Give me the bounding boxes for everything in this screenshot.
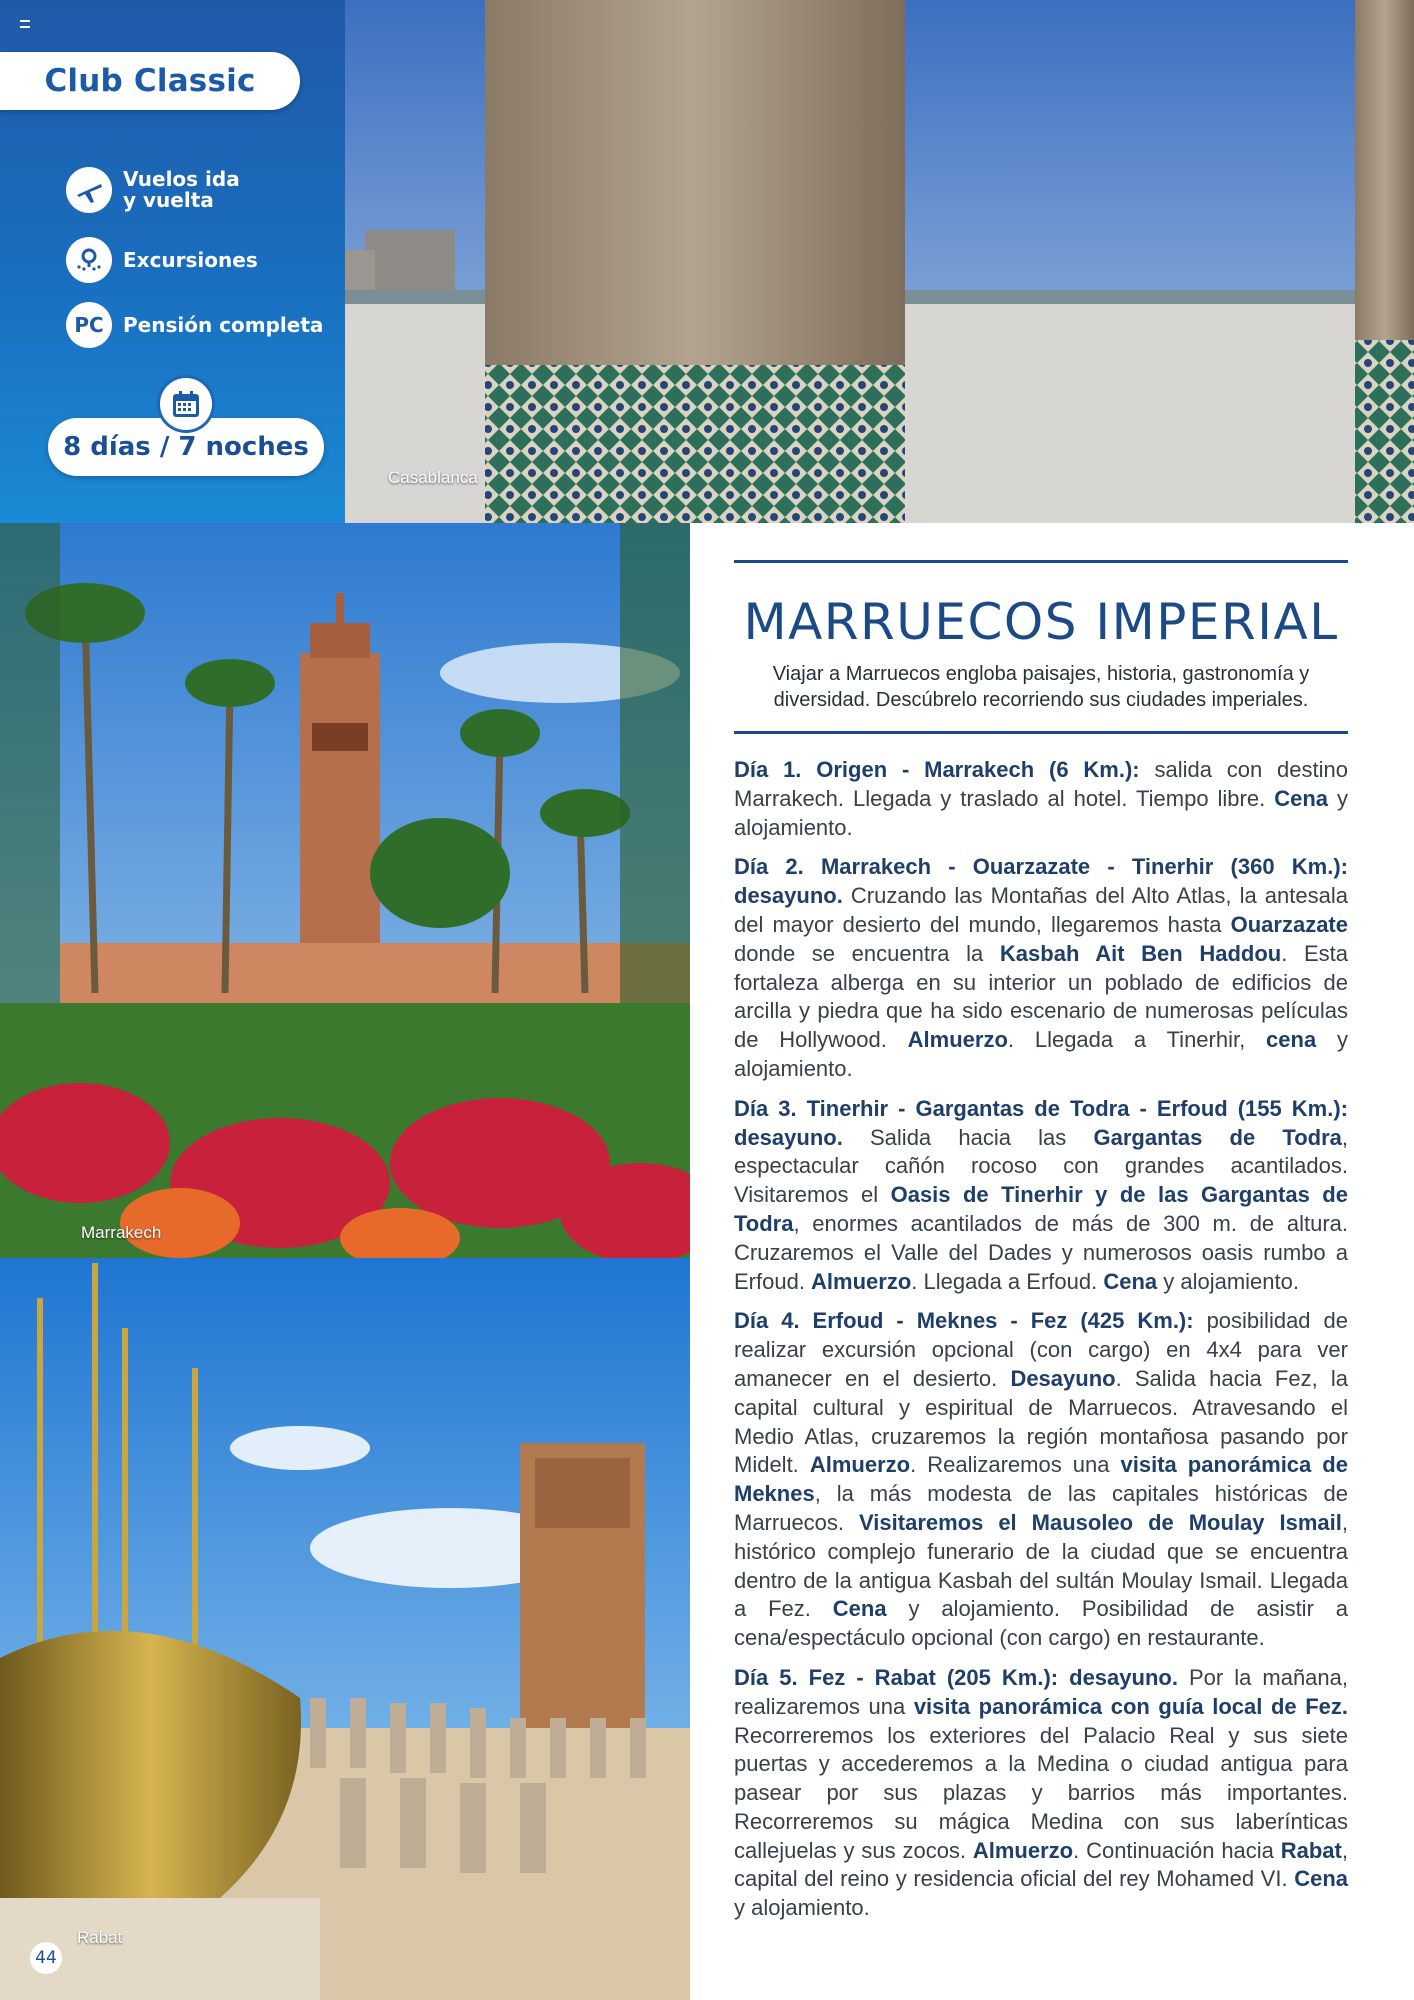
day-highlight: Almuerzo	[907, 1027, 1008, 1053]
day-4	[734, 1307, 1348, 1653]
day-highlight: visita panorámica de Meknes	[734, 1452, 1348, 1507]
day-text: . Esta fortaleza alberga en su interior un poblado de edificios de arcilla y piedra que ha sido escenario de numerosas películas de Hollywood.	[734, 940, 1348, 1053]
day-highlight: Cena	[832, 1596, 887, 1622]
day-heading: Día 1. Origen - Marrakech (6 Km.):	[734, 757, 1140, 782]
day-highlight: Gargantas de Todra	[1093, 1124, 1342, 1150]
day-highlight: visita panorámica con guía local de Fez.	[913, 1693, 1348, 1719]
day-text: salida con destino Marrakech. Llegada y traslado al hotel. Tiempo libre.	[734, 757, 1349, 811]
feature-flights-line1: Vuelos ida	[123, 167, 240, 191]
day-text: y alojamiento.	[734, 1027, 1348, 1081]
day-highlight: desayuno.	[734, 1124, 843, 1150]
photo-casablanca	[345, 0, 1414, 523]
day-text: y alojamiento. Posibilidad de asistir a cena/espectáculo opcional (con cargo) en restaurante.	[734, 1596, 1349, 1651]
caption-marrakech: Marrakech	[81, 1223, 162, 1242]
club-classic-badge	[0, 52, 300, 110]
day-body	[734, 1125, 1348, 1294]
day-highlight: Kasbah Ait Ben Haddou	[999, 940, 1282, 966]
caption-casablanca: Casablanca	[388, 468, 478, 487]
day-text: , enormes acantilados de más de 300 m. de altura. Cruzaremos el Valle del Dades y numerosos oasis rumbo a Erfoud.	[734, 1210, 1348, 1294]
feature-flights	[66, 167, 240, 213]
page-title: MARRUECOS IMPERIAL	[743, 593, 1339, 651]
caption-rabat: Rabat	[77, 1928, 123, 1947]
day-3	[734, 1095, 1348, 1297]
day-text: posibilidad de realizar excursión opcional (con cargo) en 4x4 para ver amanecer en el desierto.	[734, 1308, 1348, 1391]
day-body	[734, 1308, 1348, 1650]
day-highlight: Almuerzo	[811, 1268, 912, 1294]
feature-excursions	[66, 237, 258, 283]
day-text: Cruzando las Montañas del Alto Atlas, la antesala del mayor desierto del mundo, llegaremos hasta	[734, 883, 1348, 937]
day-text: , capital del reino y residencia oficial del rey Mohamed VI.	[734, 1837, 1348, 1892]
day-text: . Continuación hacia	[1073, 1837, 1281, 1863]
bottom-divider	[734, 731, 1348, 734]
pc-badge-icon	[66, 302, 112, 348]
duration-text: 8 días / 7 noches	[63, 432, 309, 462]
info-panel	[0, 0, 345, 523]
day-highlight: Almuerzo	[809, 1452, 911, 1478]
day-highlight: Desayuno	[1010, 1365, 1116, 1391]
day-heading: Día 2. Marrakech - Ouarzazate - Tinerhir (360 Km.):	[734, 854, 1348, 880]
day-5	[734, 1664, 1348, 1923]
day-text: . Realizaremos una	[910, 1452, 1121, 1478]
day-highlight: cena	[1266, 1027, 1317, 1053]
photo-marrakech	[0, 523, 690, 1258]
day-text: . Llegada a Tinerhir,	[1007, 1027, 1267, 1053]
itinerary-column	[734, 560, 1348, 1934]
day-text: , la más modesta de las capitales históricas de Marruecos.	[734, 1481, 1348, 1535]
day-text: y alojamiento.	[1157, 1268, 1299, 1294]
plane-icon	[66, 167, 112, 213]
day-highlight: desayuno.	[734, 883, 843, 909]
day-highlight: Cena	[1294, 1866, 1348, 1892]
menu-icon	[20, 20, 30, 28]
day-text: , espectacular cañón rocoso con grandes acantilados. Visitaremos el	[734, 1124, 1348, 1208]
day-text: . Salida hacia Fez, la capital cultural y espiritual de Marruecos. Atravesando el Medio Atlas, cruzaremos la región montañosa pasando por Midelt.	[734, 1365, 1348, 1478]
day-text: , histórico complejo funerario de la ciudad que se encuentra dentro de la antigua Kasbah del sultán Moulay Ismail. Llegada a Fez.	[734, 1509, 1348, 1622]
day-highlight: Almuerzo	[972, 1837, 1074, 1863]
calendar-icon	[160, 378, 212, 430]
feature-full-board	[66, 302, 323, 348]
day-highlight: desayuno.	[1058, 1664, 1178, 1690]
pc-badge-text: PC	[74, 313, 104, 337]
day-1	[734, 756, 1348, 842]
day-text: Por la mañana, realizaremos una	[734, 1664, 1349, 1719]
day-highlight: Visitaremos el Mausoleo de Moulay Ismail	[859, 1509, 1342, 1535]
itinerary-days	[734, 756, 1348, 1923]
day-text: Salida hacia las	[842, 1124, 1094, 1150]
day-heading: Día 3. Tinerhir - Gargantas de Todra - Erfoud (155 Km.):	[734, 1095, 1348, 1121]
top-divider	[734, 560, 1348, 563]
feature-flights-line2: y vuelta	[123, 188, 214, 212]
day-highlight: Cena	[1103, 1268, 1158, 1294]
feature-full-board-label: Pensión completa	[123, 312, 324, 337]
day-text: donde se encuentra la	[734, 940, 1000, 966]
day-highlight: Cena	[1274, 785, 1328, 811]
day-highlight: Rabat	[1280, 1837, 1342, 1863]
intro-text: Viajar a Marruecos engloba paisajes, historia, gastronomía y diversidad. Descúbrelo recorriendo sus ciudades imperiales.	[772, 663, 1310, 711]
map-pin-icon	[66, 237, 112, 283]
day-text: y alojamiento.	[734, 1895, 870, 1921]
day-body	[734, 883, 1348, 1081]
day-text: . Llegada a Erfoud.	[911, 1268, 1104, 1294]
day-highlight: Oasis de Tinerhir y de las Gargantas de Todra	[734, 1182, 1348, 1236]
day-text: y alojamiento.	[734, 785, 1348, 840]
day-highlight: Ouarzazate	[1230, 911, 1348, 937]
feature-excursions-label: Excursiones	[123, 247, 258, 272]
day-body	[734, 1665, 1348, 1920]
day-2	[734, 853, 1348, 1083]
club-label: Club Classic	[44, 63, 256, 99]
day-text: Recorreremos los exteriores del Palacio Real y sus siete puertas y accederemos a la Medina o ciudad antigua para pasear por sus plazas y barrios más importantes. Recorreremos su mágica Medina con sus laberínticas callejuelas y sus zocos.	[734, 1722, 1348, 1863]
page-number: 44	[30, 1942, 62, 1974]
day-heading: Día 4. Erfoud - Meknes - Fez (425 Km.):	[734, 1308, 1194, 1334]
day-heading: Día 5. Fez - Rabat (205 Km.):	[734, 1664, 1059, 1690]
photo-rabat	[0, 1258, 690, 2000]
